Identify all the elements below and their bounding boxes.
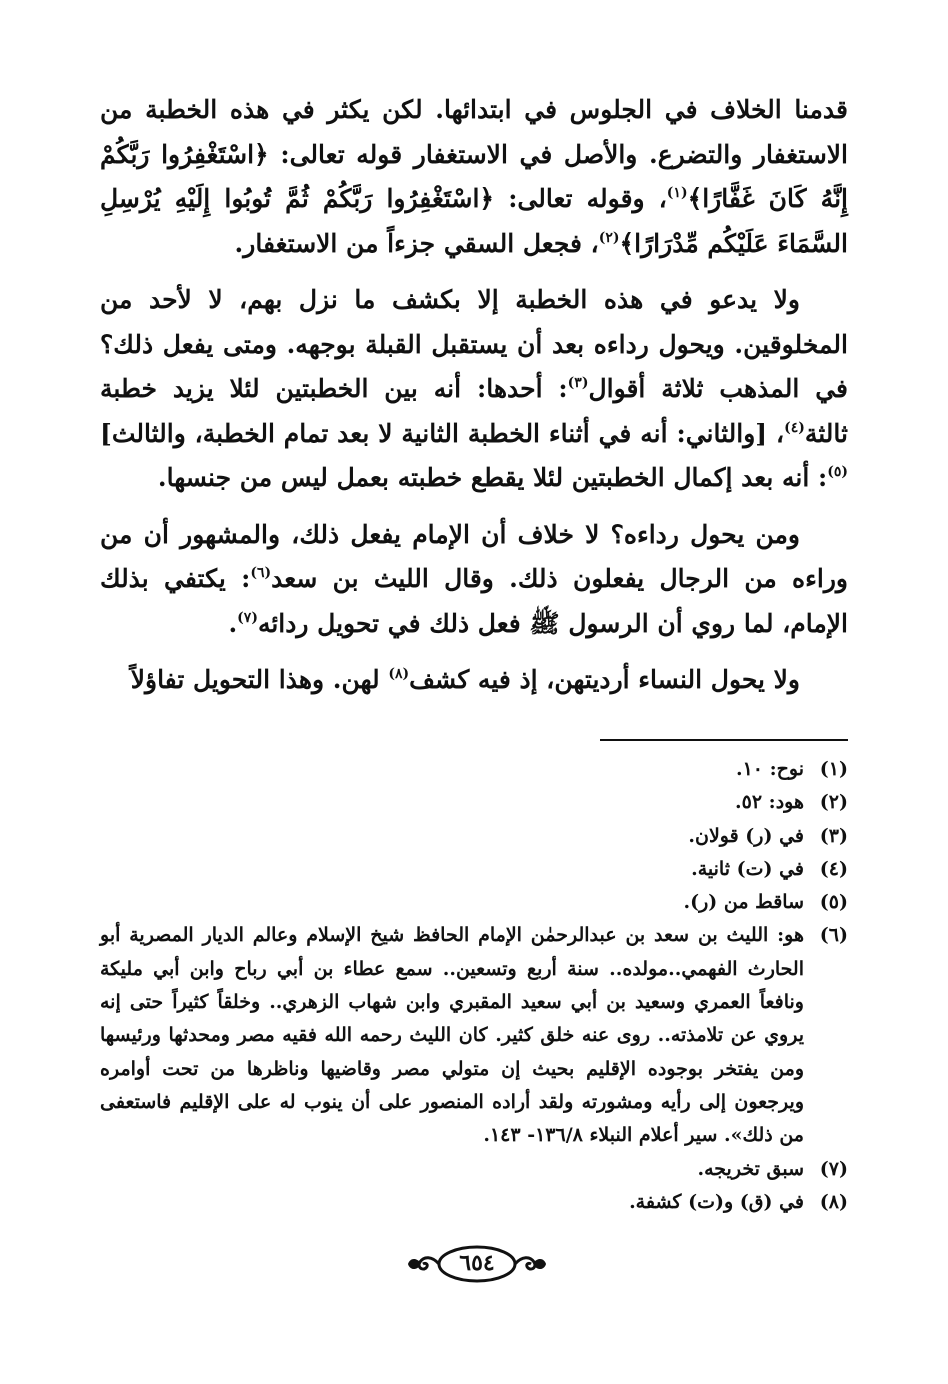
- footnote-ref-8: (٨): [388, 666, 410, 682]
- paragraph-1-text-end: ، فجعل السقي جزءاً من الاستغفار.: [234, 228, 599, 258]
- footnote-number: (٥): [819, 891, 848, 914]
- footnote-item: [100, 886, 848, 919]
- footnote-number: (٢): [819, 791, 848, 814]
- main-text: [100, 88, 848, 703]
- page-number-ornament: [404, 1242, 550, 1286]
- footnote-text: ساقط من (ر).: [683, 891, 804, 914]
- paragraph-2-comma: ،: [767, 418, 785, 448]
- page-body: [100, 88, 848, 715]
- footnote-ref-7: (٧): [237, 609, 258, 626]
- footnote-number: (٤): [819, 857, 848, 880]
- footnote-number: (٨): [819, 1190, 848, 1213]
- footnote-ref-6: (٦): [250, 565, 272, 581]
- footnote-ref-4: (٤): [784, 419, 805, 436]
- footnote-item: [100, 786, 848, 819]
- paragraph-2-first-opinion: أنه بين الخطبتين لئلا يزيد خطبة ثالثة: [100, 374, 848, 448]
- paragraph-2: [100, 278, 848, 501]
- paragraph-3: [100, 513, 848, 647]
- footnote-separator: [600, 739, 848, 741]
- footnote-item: [100, 820, 848, 853]
- first-opinion-label: أحدها:: [476, 374, 543, 403]
- paragraph-3-period: .: [228, 608, 238, 638]
- footnote-text: هو: الليث بن سعد بن عبدالرحمٰن الإمام الحافظ شيخ الإسلام وعالم الديار المصرية أبو الحارث الفهمي..مولده.. سنة أربع وتسعين.. سمع عطاء بن أبي رباح وابن أبي مليكة ونافعاً العمري وسعيد بن أبي سعيد المقبري وابن شهاب الزهري.. وخلقاً كثيراً حتى إنه يروي عن تلامذته.. روى عنه خلق كثير. كان الليث رحمه الله فقيه مصر ومحدثها ورئيسها ومن يفتخر بوجوده الإقليم بحيث إن متولي مصر وقاضيها وناظرها من تحت أوامره ويرجعون إلى رأيه ومشورته ولقد أراده المنصور على أن ينوب له على الإقليم فاستعفى من ذلك». سير أعلام النبلاء ١٣٦/٨- ١٤٣.: [100, 924, 804, 1147]
- footnote-ref-1: (١): [666, 185, 688, 201]
- footnote-item: [100, 753, 848, 786]
- paragraph-2-second-opinion: أنه في أثناء الخطبة الثانية لا بعد تمام الخطبة،: [185, 418, 677, 448]
- footnote-text: في (ت) ثانية.: [691, 857, 804, 880]
- paragraph-2-text: ولا يدعو في هذه الخطبة إلا بكشف ما نزل بهم، لا لأحد من المخلوقين. ويحول رداءه بعد أن يستقبل القبلة بوجهه. ومتى يفعل ذلك؟ في المذهب ثلاثة أقوال: [100, 285, 848, 403]
- paragraph-4: [100, 658, 848, 703]
- third-opinion-label: والثالث]: [100, 418, 186, 448]
- paragraph-2-third-opinion: : أنه بعد إكمال الخطبتين لئلا يقطع خطبته بعمل ليس من جنسها.: [157, 463, 828, 492]
- second-opinion-label: [والثاني:: [676, 418, 768, 448]
- footnote-ref-2: (٢): [598, 229, 620, 246]
- paragraph-1-text: قدمنا الخلاف في الجلوس في ابتدائها. لكن يكثر في هذه الخطبة من الاستغفار والتضرع. والأصل في الاستغفار قوله تعالى: ﴿اسْتَغْفِرُوا رَبَّكُمْ إِنَّهُ كَانَ غَفَّارًا﴾: [100, 95, 848, 213]
- footnote-text: في (ر) قولان.: [688, 824, 804, 847]
- paragraph-4-text: ولا يحول النساء أرديتهن، إذ فيه كشف: [409, 665, 800, 694]
- paragraph-2-colon: :: [542, 374, 568, 403]
- footnote-ref-3: (٣): [567, 375, 589, 391]
- footnote-text: هود: ٥٢.: [735, 791, 804, 814]
- paragraph-4-text-end: لهن. وهذا التحويل تفاؤلاً: [130, 665, 389, 694]
- footnote-item: [100, 1186, 848, 1219]
- paragraph-1: [100, 88, 848, 266]
- footnote-number: (١): [819, 758, 848, 780]
- paragraph-3-text-mid: : يكتفي بذلك الإمام، لما روي أن الرسول ﷺ فعل ذلك في تحويل ردائه: [100, 564, 848, 638]
- footnote-item: [100, 853, 848, 886]
- footnote-number: (٦): [819, 924, 848, 947]
- footnote-text: نوح: ١٠.: [735, 758, 804, 780]
- footnote-item: [100, 1153, 848, 1186]
- paragraph-3-text: ومن يحول رداءه؟ لا خلاف أن الإمام يفعل ذلك، والمشهور أن من وراءه من الرجال يفعلون ذلك. وقال الليث بن سعد: [100, 519, 849, 593]
- footnote-item: [100, 919, 848, 1152]
- footnote-number: (٣): [819, 824, 848, 847]
- footnotes: [100, 753, 848, 1219]
- paragraph-1-text-mid: ، وقوله تعالى: ﴿اسْتَغْفِرُوا رَبَّكُمْ ثُمَّ تُوبُوا إِلَيْهِ يُرْسِلِ السَّمَاءَ عَلَيْكُم مِّدْرَارًا﴾: [100, 184, 848, 258]
- footnote-number: (٧): [819, 1157, 848, 1180]
- footnote-ref-5: (٥): [827, 464, 848, 480]
- footnote-text: سبق تخريجه.: [697, 1157, 804, 1180]
- footnote-text: في (ق) و(ت) كشفة.: [629, 1190, 804, 1213]
- page-number: ٦٥٤: [459, 1250, 495, 1276]
